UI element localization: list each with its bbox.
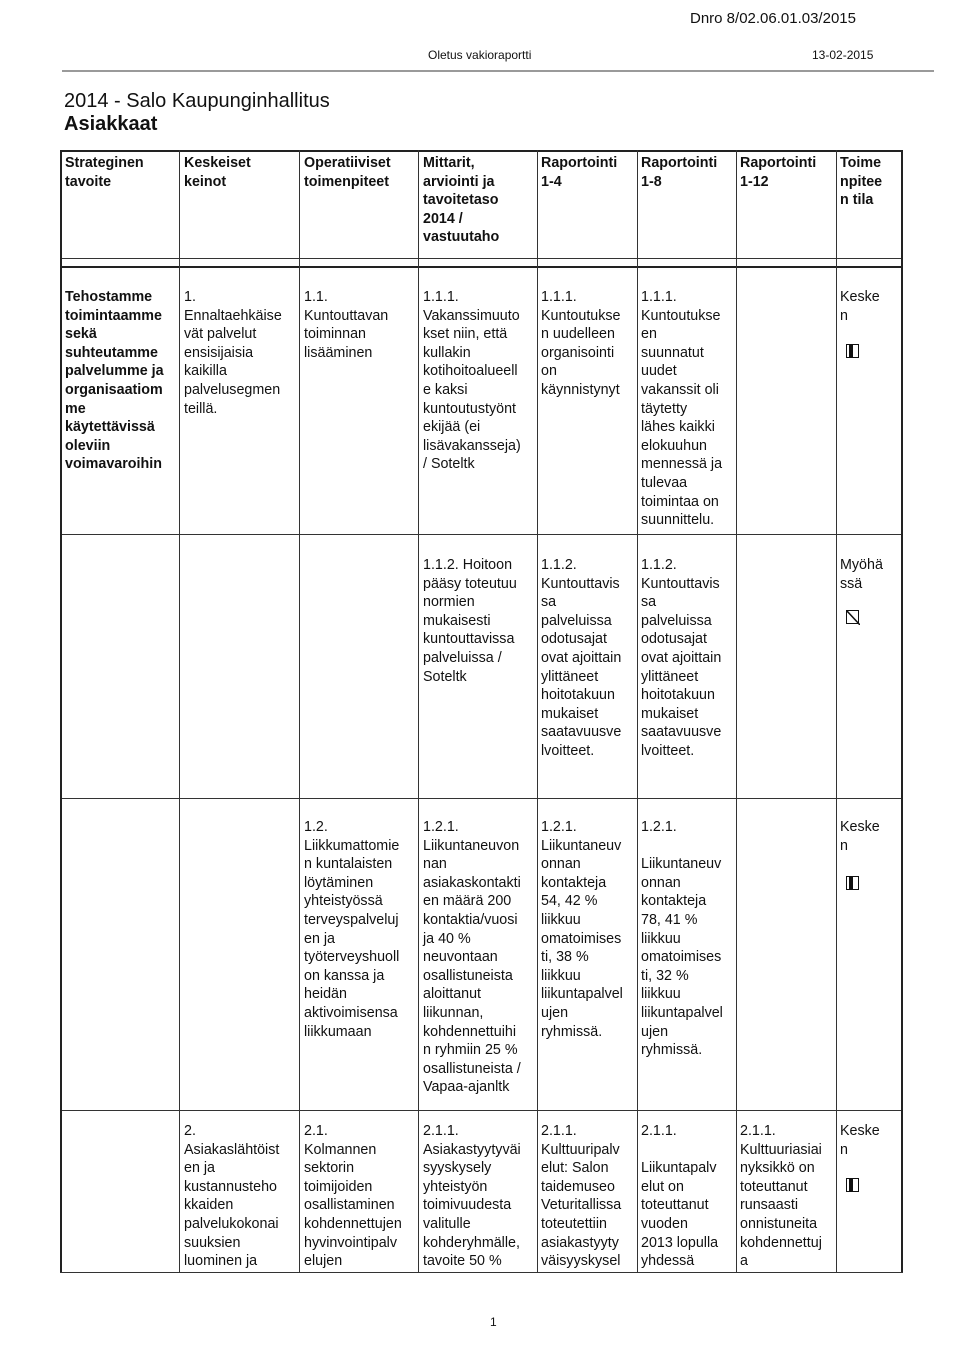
cell-report-1-4: 1.1.1. Kuntoutukse n uudelleen organisointi on käynnistynyt xyxy=(541,289,621,398)
cell-report-1-12: 2.1.1. Kulttuuriasiai nyksikkö on toteuttanut runsaasti onnistuneita kohdennettuj a xyxy=(740,1123,822,1270)
cell-key-means: 1. Ennaltaehkäise vät palvelut ensisijaisia kaikilla palvelusegmen teillä. xyxy=(184,289,282,417)
header-report-1-12: Raportointi 1-12 xyxy=(740,155,817,190)
half-filled-box-icon xyxy=(846,876,859,890)
cell-report-1-8: 1.1.1. Kuntoutukse en suunnatut uudet vakanssit oli täytetty lähes kaikki elokuuhun mennessä ja tulevaa toimintaa on suunnittelu. xyxy=(641,289,723,529)
row-divider xyxy=(60,534,903,535)
cell-report-1-8: 1.2.1. Liikuntaneuv onnan kontakteja 78, 41 % liikkuu omatoimises ti, 32 % liikkuu liikuntapalvel ujen ryhmissä. xyxy=(641,819,723,1059)
document-subtitle: Asiakkaat xyxy=(64,113,158,135)
header-rule xyxy=(62,70,934,72)
body-top-border xyxy=(60,266,903,268)
cell-metrics: 1.1.1. Vakanssimuuto kset niin, että kullakin kotihoitoalueell e kaksi kuntoutustyönt ekijää (ei lisävakansseja) / Soteltk xyxy=(423,289,521,473)
header-strategic-goal: Strateginen tavoite xyxy=(65,155,144,190)
cell-operational-actions: 1.2. Liikkumattomie n kuntalaisten löytäminen yhteistyössä terveyspalveluj en ja työterveyshuoll on kanssa ja heidän aktivoimisensa liikkumaan xyxy=(304,819,400,1040)
cell-strategic-goal: Tehostamme toimintaamme sekä suhteutamme palvelumme ja organisaatiom me käytettävissä oleviin voimavaroihin xyxy=(65,289,164,473)
page-number: 1 xyxy=(490,1315,497,1329)
table-bottom-border xyxy=(60,1272,903,1273)
cell-report-1-4: 1.1.2. Kuntouttavis sa palveluissa odotusajat ovat ajoittain ylittäneet hoitotakuun mukaiset saatavuusve lvoitteet. xyxy=(541,557,622,759)
column-border xyxy=(537,150,538,1272)
half-filled-box-icon xyxy=(846,344,859,358)
cell-report-1-8: 1.1.2. Kuntouttavis sa palveluissa odotusajat ovat ajoittain ylittäneet hoitotakuun mukaiset saatavuusve lvoitteet. xyxy=(641,557,722,759)
half-filled-box-icon xyxy=(846,1178,859,1192)
cell-key-means: 2. Asiakaslähtöist en ja kustannusteho kkaiden palvelukokonai suuksien luominen ja xyxy=(184,1123,280,1270)
row-divider xyxy=(60,798,903,799)
cell-operational-actions: 1.1. Kuntouttavan toiminnan lisääminen xyxy=(304,289,389,361)
cell-report-1-4: 2.1.1. Kulttuuripalv elut: Salon taidemuseo Veturitallissa toteutettiin asiakastyyty väisyyskysel xyxy=(541,1123,622,1270)
cell-metrics: 2.1.1. Asiakastyytyväi syyskysely yhteistyön toimivuudesta valitulle kohderyhmälle, tavoite 50 % xyxy=(423,1123,521,1270)
column-border xyxy=(60,150,62,1272)
header-report-1-4: Raportointi 1-4 xyxy=(541,155,618,190)
cell-report-1-4: 1.2.1. Liikuntaneuv onnan kontakteja 54, 42 % liikkuu omatoimises ti, 38 % liikkuu liikuntapalvel ujen ryhmissä. xyxy=(541,819,623,1040)
cell-status: Keske n xyxy=(840,1123,880,1158)
row-divider xyxy=(60,1110,903,1111)
table-right-border xyxy=(901,150,903,1272)
cell-metrics: 1.2.1. Liikuntaneuvon nan asiakaskontakti en määrä 200 kontaktia/vuosi ja 40 % neuvontaan osallistuneista aloittanut liikunnan, kohdennettuihi n ryhmiin 25 % osallistuneista / Vapaa-ajanltk xyxy=(423,819,521,1096)
column-border xyxy=(418,150,419,1272)
column-border xyxy=(637,150,638,1272)
header-report-1-8: Raportointi 1-8 xyxy=(641,155,718,190)
header-metrics: Mittarit, arviointi ja tavoitetaso 2014 / vastuutaho xyxy=(423,155,500,246)
document-title: 2014 - Salo Kaupunginhallitus xyxy=(64,90,330,112)
cell-status: Keske n xyxy=(840,289,880,324)
report-name: Oletus vakioraportti xyxy=(428,48,532,62)
column-border xyxy=(299,150,300,1272)
column-border xyxy=(836,150,837,1272)
crossed-box-icon xyxy=(846,610,859,624)
header-operational-actions: Operatiiviset toimenpiteet xyxy=(304,155,391,190)
cell-report-1-8: 2.1.1. Liikuntapalv elut on toteuttanut vuoden 2013 lopulla yhdessä xyxy=(641,1123,719,1270)
column-border xyxy=(736,150,737,1272)
document-number: Dnro 8/02.06.01.03/2015 xyxy=(690,10,856,27)
header-status: Toime npitee n tila xyxy=(840,155,883,209)
column-border xyxy=(179,150,180,1272)
cell-status: Keske n xyxy=(840,819,880,854)
report-date: 13-02-2015 xyxy=(812,48,874,62)
cell-status: Myöhä ssä xyxy=(840,557,883,592)
header-key-means: Keskeiset keinot xyxy=(184,155,251,190)
header-bottom-border xyxy=(60,258,903,259)
cell-metrics: 1.1.2. Hoitoon pääsy toteutuu normien mukaisesti kuntouttavissa palveluissa / Soteltk xyxy=(423,557,517,685)
table-top-border xyxy=(60,150,903,152)
cell-operational-actions: 2.1. Kolmannen sektorin toimijoiden osallistaminen kohdennettujen hyvinvointipalv elujen xyxy=(304,1123,402,1270)
